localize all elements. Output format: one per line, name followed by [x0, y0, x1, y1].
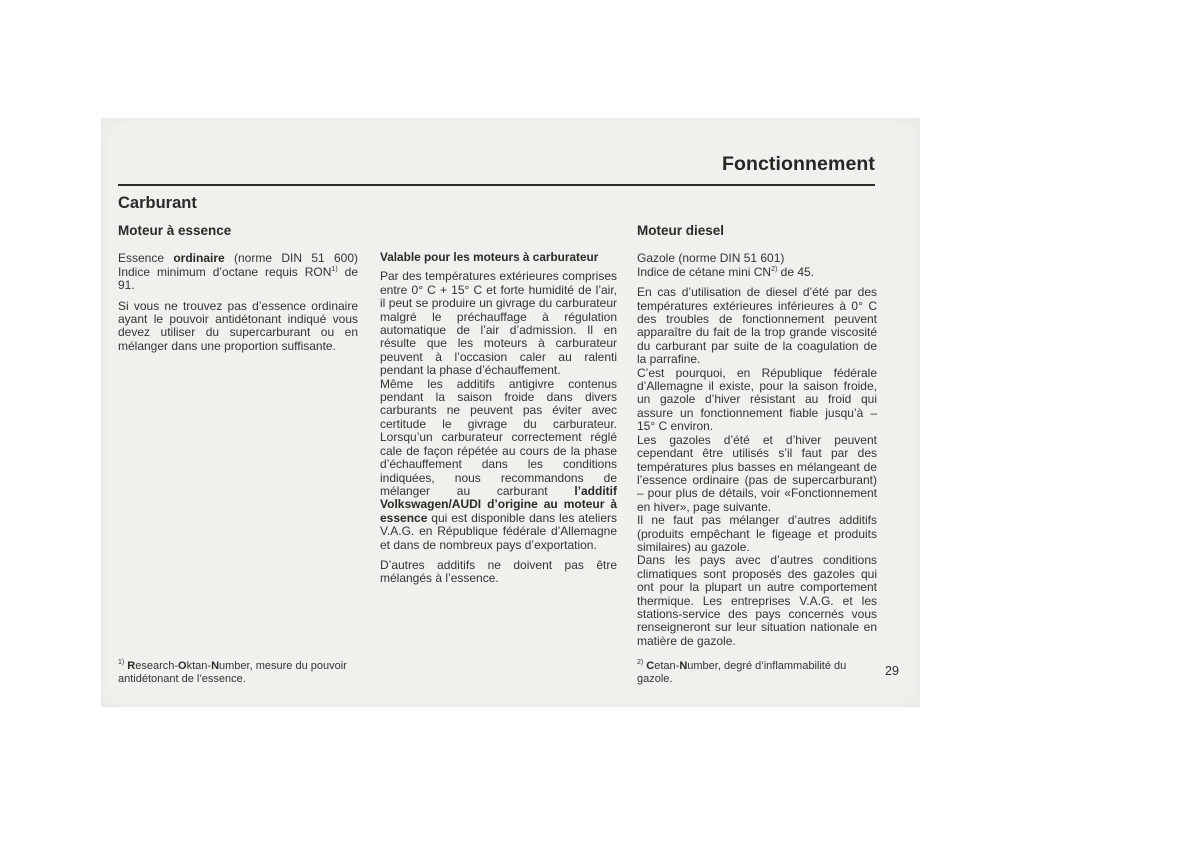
footnote-ref-2: 2)	[771, 265, 778, 273]
petrol-paragraph: Si vous ne trouvez pas d’essence ordinaire ayant le pouvoir antidétonant indiqué vous devez utiliser du supercarburant ou en mélanger dans une proportion suffisante.	[118, 298, 358, 353]
carburetor-paragraph: D’autres additifs ne doivent pas être mélangés à l’essence.	[380, 557, 617, 586]
footnote-ref-1: 1)	[331, 265, 338, 273]
petrol-engine-heading: Moteur à essence	[118, 223, 232, 238]
diesel-engine-heading: Moteur diesel	[637, 223, 725, 238]
petrol-fuel-spec: Essence ordinaire (norme DIN 51 600) Indice minimum d’octane requis RON$^{1)}$ de 91.	[118, 251, 359, 293]
diesel-paragraph: Il ne faut pas mélanger d’autres additifs (produits empêchant le figeage et produits similaires) au gazole.	[637, 513, 877, 554]
page-number: 29	[885, 664, 899, 678]
carburetor-additive-paragraph: Même les additifs antigivre contenus pendant la saison froide dans divers carburants ne peuvent pas éviter avec certitude le givrage du carburateur. Lorsqu’un carburateur correctement réglé cale de façon répétée au cours de la phase d’échauffement dans les conditions indiquées, nous recommandons de mélanger au carburant l’additif Volkswagen/AUDI d’origine au moteur à essence qui est disponible dans les ateliers V.A.G. en République fédérale d’Allemagne et dans de nombreux pays d’exportation.	[380, 376, 617, 552]
chapter-title: Fonctionnement	[721, 153, 875, 175]
footnote-1: $^{1)}$ Research-Oktan-Number, mesure du pouvoir antidétonant de l’essence.	[118, 659, 347, 685]
diesel-paragraph: Les gazoles d’été et d’hiver peuvent cependant être utilisés s’il faut par des températures plus basses en mélangeant de l’essence ordinaire (pas de supercarburant) – pour plus de détails, voir «Fonctionnement en hiver», page suivante.	[637, 432, 877, 514]
carburetor-heading: Valable pour les moteurs à carburateur	[380, 250, 599, 264]
column-diesel-engine	[637, 224, 877, 655]
carburetor-paragraph: Par des températures extérieures comprises entre 0° C + 15° C et forte humidité de l’air, il peut se produire un givrage du carburateur malgré le préchauffage à régulation automatique de l’air d’admission. Il en résulte que les moteurs à carburateur peuvent à l’occasion caler au ralenti pendant la phase d’échauffement.	[380, 269, 617, 378]
column-carburetor	[380, 251, 617, 593]
diesel-paragraph: En cas d’utilisation de diesel d’été par des températures extérieures inférieures à 0° C des troubles de fonctionnement peuvent apparaître du fait de la trop grande viscosité du carburant par suite de la coagulation de la parrafine.	[637, 285, 877, 367]
footnote-2: $^{2)}$ Cetan-Number, degré d’inflammabilité du gazole.	[637, 659, 847, 685]
diesel-paragraph: Dans les pays avec d’autres conditions climatiques sont proposés des gazoles qui ont pour la plupart un autre comportement thermique. Les entreprises V.A.G. et les stations-service des pays concernés vous renseigneront sur leur situation nationale en matière de gazole.	[637, 553, 877, 648]
column-petrol-engine	[118, 224, 358, 360]
header-rule	[118, 184, 875, 186]
diesel-fuel-spec: Gazole (norme DIN 51 601) Indice de cétane mini CN$^{2)}$ de 45.	[637, 251, 815, 279]
diesel-paragraph: C’est pourquoi, en République fédérale d’Allemagne il existe, pour la saison froide, un gazole d’hiver résistant au froid qui assure un fonctionnement fiable jusqu’à – 15° C environ.	[637, 365, 877, 434]
section-title: Carburant	[118, 194, 197, 212]
